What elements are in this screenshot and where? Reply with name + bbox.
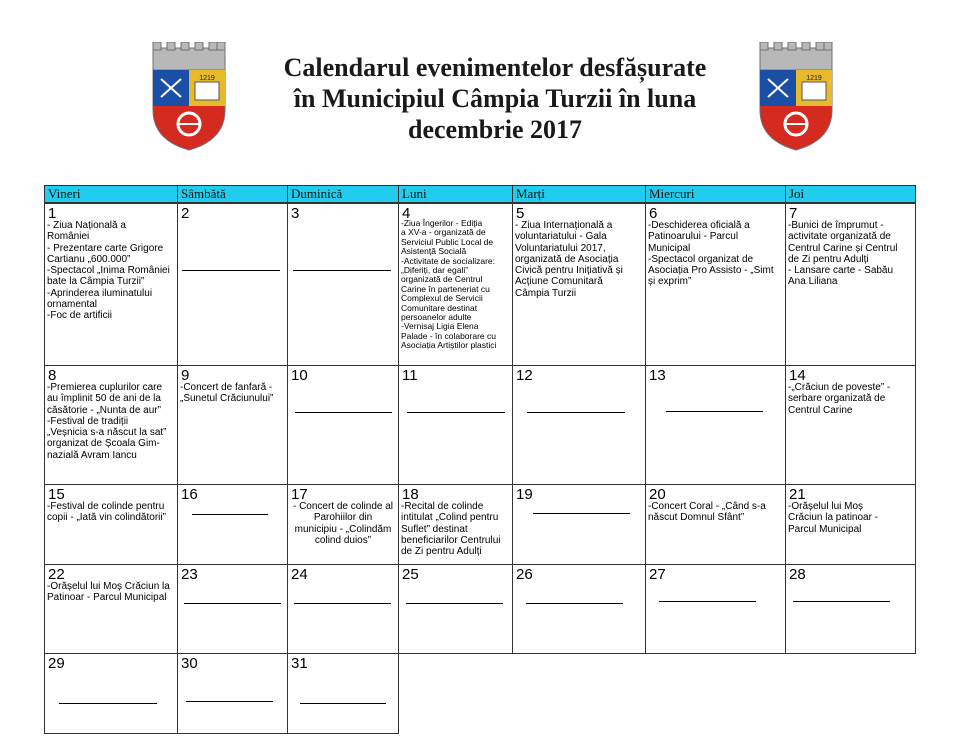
day-number: 17 (291, 486, 308, 503)
event-line: -Concert Coral - „Când s-a (648, 501, 766, 512)
day-header-wednesday: Miercuri (645, 185, 786, 203)
title-line-2: în Municipiul Câmpia Turzii în luna (293, 84, 697, 113)
event-list (788, 382, 913, 416)
event-line: Serviciul Public Local de (401, 236, 494, 247)
event-line: ornamental (47, 299, 98, 311)
event-list (47, 220, 175, 322)
event-line: -Festival de colinde pentru (47, 501, 165, 512)
day-cell-31 (287, 653, 399, 734)
event-line: - Ziua Internațională a (515, 220, 613, 231)
day-cell-17 (287, 484, 399, 565)
event-list (401, 219, 510, 351)
event-line: Palade - în colaborare cu (401, 330, 496, 341)
event-line: Civică pentru Inițiativă și (515, 265, 623, 277)
day-number: 8 (48, 367, 57, 384)
event-line: Asistență Socială (401, 246, 467, 257)
blank-line (407, 412, 505, 413)
page-title (240, 52, 750, 145)
event-list (180, 382, 285, 405)
event-line: Ana Liliana (788, 276, 838, 288)
event-line: au împlinit 50 de ani de la (47, 393, 161, 405)
day-cell-29 (44, 653, 178, 734)
day-number: 26 (516, 566, 533, 583)
event-line: -Vernisaj Ligia Elena (401, 321, 479, 332)
event-line: Comunitare destinat (401, 302, 478, 313)
blank-line (186, 701, 273, 702)
day-number: 27 (649, 566, 666, 583)
day-cell-10 (287, 365, 399, 485)
blank-line (295, 412, 392, 413)
event-line: „Diferiți, dar egali” (401, 265, 469, 276)
blank-line (192, 514, 268, 515)
event-list (648, 501, 783, 524)
day-cell-25 (398, 564, 513, 654)
day-cell-20 (645, 484, 786, 565)
day-number: 3 (291, 205, 300, 222)
day-number: 11 (402, 367, 418, 384)
event-line: organizată de Asociația (515, 253, 619, 265)
day-number: 13 (649, 367, 666, 384)
event-line: - Lansare carte - Sabău (788, 265, 894, 277)
event-line: -Premierea cuplurilor care (47, 382, 163, 393)
day-cell-16 (177, 484, 288, 565)
blank-line (300, 703, 386, 704)
event-line: intitulat „Colind pentru (401, 512, 499, 524)
event-line: de Zi pentru Adulți (401, 546, 482, 558)
day-number: 2 (181, 205, 190, 222)
event-line: Crăciun la patinoar - (788, 512, 879, 524)
day-number: 25 (402, 566, 419, 583)
blank-line (666, 411, 763, 412)
event-line: Municipal (648, 242, 691, 254)
day-cell-1 (44, 203, 178, 366)
day-header-tuesday: Marți (512, 185, 646, 203)
day-number: 10 (291, 367, 308, 384)
event-line: „Veșnicia s-a născut la sat” (47, 427, 167, 439)
day-cell-22 (44, 564, 178, 654)
day-cell-18 (398, 484, 513, 565)
day-header-saturday: Sâmbătă (177, 185, 288, 203)
blank-line (533, 513, 630, 514)
event-line: Parohiilor din (313, 512, 373, 524)
day-number: 7 (789, 205, 798, 222)
day-number: 24 (291, 566, 308, 583)
event-line: Voluntariatului 2017, (515, 242, 606, 254)
day-number: 23 (181, 566, 198, 583)
event-list (788, 220, 913, 288)
event-line: - Prezentare carte Grigore (47, 242, 164, 254)
event-line: - Concert de colinde al (292, 501, 394, 512)
title-line-1: Calendarul evenimentelor desfășurate (283, 53, 707, 82)
day-cell-6 (645, 203, 786, 366)
event-line: -Spectacol organizat de (648, 253, 754, 265)
event-line: căsătorie - „Nunta de aur” (47, 404, 161, 416)
event-line: -„Crăciun de poveste” - (788, 382, 891, 393)
event-line: copii - „Iată vin colindătorii” (47, 512, 166, 524)
day-number: 6 (649, 205, 658, 222)
event-line: -Orășelul lui Moș Crăciun la (47, 581, 170, 592)
day-number: 21 (789, 486, 806, 503)
day-number: 31 (291, 655, 308, 672)
blank-line (793, 601, 890, 602)
event-line: -Concert de fanfară - (180, 382, 273, 393)
event-line: -Deschiderea oficială a (648, 220, 750, 231)
event-line: Asociația Artiștilor plastici (401, 340, 497, 351)
event-line: -Orășelul lui Moș (788, 501, 864, 512)
city-crest-left (151, 42, 227, 152)
day-header-friday: Vineri (44, 185, 178, 203)
event-line: născut Domnul Sfânt” (648, 512, 745, 524)
day-cell-11 (398, 365, 513, 485)
day-number: 20 (649, 486, 666, 503)
svg-text:1219: 1219 (806, 75, 822, 82)
day-cell-3 (287, 203, 399, 366)
day-cell-24 (287, 564, 399, 654)
event-line: Parcul Municipal (788, 523, 862, 535)
event-line: a XV-a - organizată de (401, 227, 486, 238)
event-list (648, 220, 783, 288)
city-crest-right (758, 42, 834, 152)
day-cell-27 (645, 564, 786, 654)
event-line: și exprim” (648, 276, 692, 288)
event-line: municipiu - „Colindăm (294, 523, 392, 535)
event-line: activitate organizată de (788, 231, 891, 243)
event-line: organizat de Școala Gim- (47, 438, 160, 450)
day-cell-8 (44, 365, 178, 485)
event-line: beneficiarilor Centrului (401, 534, 501, 546)
event-line: Centrul Carine și Centrul (788, 242, 898, 254)
day-number: 14 (789, 367, 806, 384)
day-cell-26 (512, 564, 646, 654)
event-line: de Zi pentru Adulți (788, 253, 869, 265)
event-line: României (47, 231, 90, 243)
day-number: 28 (789, 566, 806, 583)
day-cell-19 (512, 484, 646, 565)
day-cell-12 (512, 365, 646, 485)
event-list (401, 501, 510, 557)
blank-line (659, 601, 756, 602)
day-cell-15 (44, 484, 178, 565)
event-line: Acțiune Comunitară (515, 276, 603, 288)
event-line: -Ziua Îngerilor - Ediția (401, 218, 483, 228)
event-line: -Foc de artificii (47, 310, 113, 322)
event-line: -Activitate de socializare: (401, 255, 496, 266)
event-line: Patinoar - Parcul Municipal (47, 592, 167, 604)
blank-line (294, 603, 391, 604)
day-number: 4 (402, 205, 411, 222)
event-list (47, 501, 175, 524)
event-list (515, 220, 643, 299)
day-cell-21 (785, 484, 916, 565)
day-number: 15 (48, 486, 65, 503)
day-number: 9 (181, 367, 190, 384)
event-line: -Aprinderea iluminatului (47, 287, 153, 299)
day-cell-5 (512, 203, 646, 366)
event-line: Centrul Carine (788, 404, 853, 416)
blank-line (406, 603, 503, 604)
day-number: 1 (48, 205, 57, 222)
event-list (47, 581, 175, 604)
event-line: Suflet” destinat (401, 523, 468, 535)
event-line: Asociația Pro Assisto - „Simt (648, 265, 774, 277)
day-cell-2 (177, 203, 288, 366)
day-number: 30 (181, 655, 198, 672)
day-number: 12 (516, 367, 533, 384)
day-number: 5 (516, 205, 525, 222)
title-line-3: decembrie 2017 (407, 115, 582, 144)
event-list (290, 501, 396, 546)
day-cell-28 (785, 564, 916, 654)
blank-line (184, 603, 281, 604)
event-line: Carine în parteneriat cu (401, 283, 490, 294)
event-line: colind duios” (314, 534, 372, 546)
day-cell-4 (398, 203, 513, 366)
day-number: 18 (402, 486, 419, 503)
event-line: serbare organizată de (788, 393, 886, 405)
day-header-monday: Luni (398, 185, 513, 203)
day-number: 29 (48, 655, 65, 672)
day-number: 22 (48, 566, 65, 583)
event-line: Cartianu „600.000” (47, 253, 131, 265)
event-line: -Recital de colinde (401, 501, 484, 512)
event-line: - Ziua Națională a (47, 220, 126, 231)
event-line: nazială Avram Iancu (47, 449, 137, 461)
event-line: persoanelor adulte (401, 312, 472, 323)
event-line: Patinoarului - Parcul (648, 231, 739, 243)
blank-line (293, 270, 391, 271)
day-cell-14 (785, 365, 916, 485)
day-header-thursday: Joi (785, 185, 916, 203)
blank-line (526, 603, 623, 604)
event-list (47, 382, 175, 461)
day-cell-7 (785, 203, 916, 366)
svg-text:1219: 1219 (199, 75, 215, 82)
event-line: Complexul de Servicii (401, 293, 483, 304)
event-line: organizată de Centrul (401, 274, 483, 285)
event-line: „Sunetul Crăciunului” (180, 393, 274, 405)
day-cell-13 (645, 365, 786, 485)
day-cell-23 (177, 564, 288, 654)
event-line: -Bunici de împrumut - (788, 220, 884, 231)
event-line: -Festival de tradiții (47, 415, 129, 427)
day-header-sunday: Duminică (287, 185, 399, 203)
event-line: Câmpia Turzii (515, 287, 577, 299)
day-cell-9 (177, 365, 288, 485)
blank-line (59, 703, 157, 704)
event-line: bate la Câmpia Turzii” (47, 276, 145, 288)
day-number: 19 (516, 486, 533, 503)
event-line: voluntariatului - Gala (515, 231, 607, 243)
day-number: 16 (181, 486, 198, 503)
day-cell-30 (177, 653, 288, 734)
blank-line (182, 270, 280, 271)
blank-line (527, 412, 625, 413)
event-line: -Spectacol „Inima României (47, 265, 170, 277)
event-list (788, 501, 913, 535)
